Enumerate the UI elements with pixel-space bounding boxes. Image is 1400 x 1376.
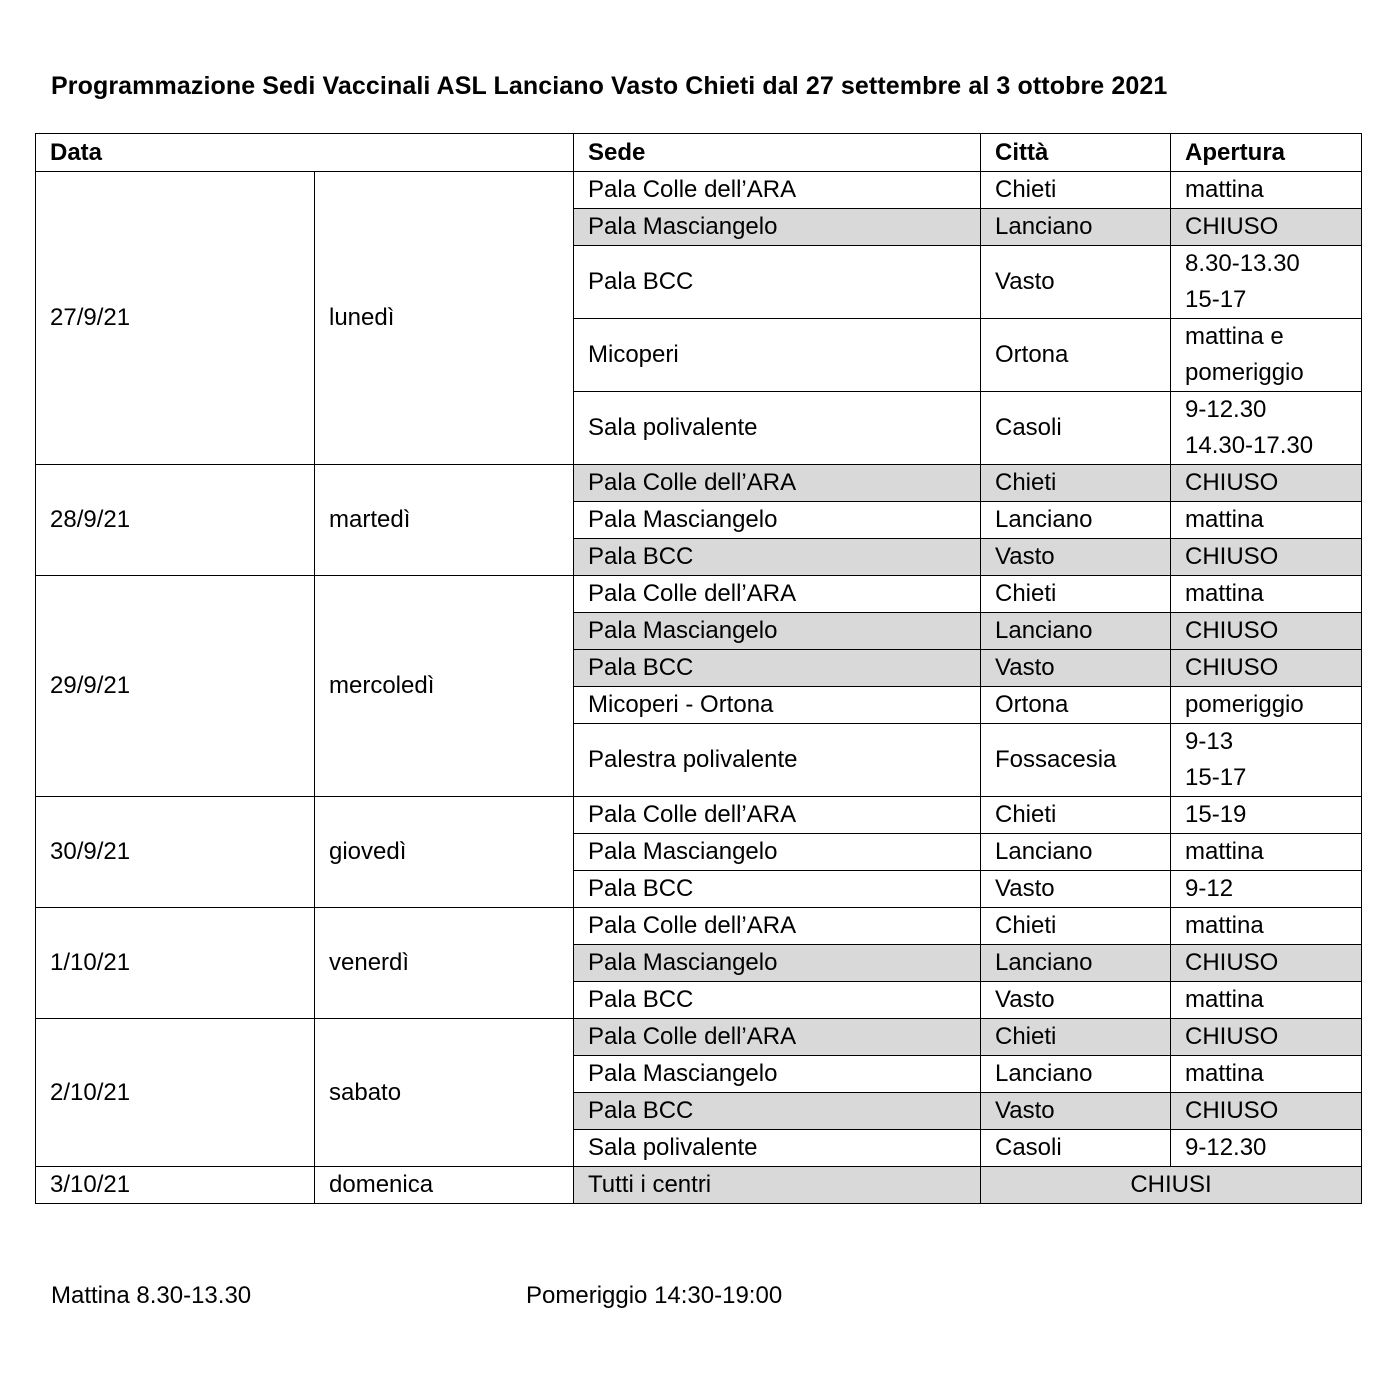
table-row (36, 908, 1362, 945)
citta-cell: Lanciano (981, 613, 1171, 650)
header-row (36, 134, 1362, 172)
apertura-line: CHIUSO (1185, 654, 1279, 681)
table-row (36, 1019, 1362, 1056)
citta-cell: Vasto (981, 246, 1171, 319)
citta-cell: Lanciano (981, 209, 1171, 246)
sede-cell: Tutti i centri (574, 1167, 981, 1204)
apertura-line: CHIUSO (1185, 469, 1279, 496)
apertura-cell (1171, 687, 1362, 724)
citta-cell: Casoli (981, 392, 1171, 465)
sede-cell: Pala BCC (574, 246, 981, 319)
header-sede: Sede (574, 134, 981, 172)
apertura-cell (1171, 724, 1362, 797)
apertura-line: CHIUSO (1185, 213, 1279, 240)
apertura-line: CHIUSO (1185, 1023, 1279, 1050)
apertura-cell (1171, 319, 1362, 392)
citta-cell: Casoli (981, 1130, 1171, 1167)
sede-cell: Palestra polivalente (574, 724, 981, 797)
citta-cell: Chieti (981, 1019, 1171, 1056)
apertura-cell (1171, 945, 1362, 982)
apertura-cell (1171, 172, 1362, 209)
date-cell: 28/9/21 (36, 465, 315, 576)
citta-cell: Lanciano (981, 1056, 1171, 1093)
sede-cell: Pala BCC (574, 1093, 981, 1130)
citta-cell: Chieti (981, 576, 1171, 613)
sede-cell: Pala Colle dell’ARA (574, 908, 981, 945)
apertura-cell (1171, 539, 1362, 576)
apertura-line: mattina (1185, 176, 1264, 203)
weekday-cell: sabato (315, 1019, 574, 1167)
sede-cell: Sala polivalente (574, 392, 981, 465)
apertura-line: mattina (1185, 986, 1264, 1013)
apertura-cell (1171, 908, 1362, 945)
weekday-cell: venerdì (315, 908, 574, 1019)
header-data: Data (36, 134, 574, 172)
citta-cell: Lanciano (981, 502, 1171, 539)
apertura-cell (1171, 465, 1362, 502)
header-citta: Città (981, 134, 1171, 172)
date-cell: 27/9/21 (36, 172, 315, 465)
sede-cell: Pala Masciangelo (574, 209, 981, 246)
citta-cell: Vasto (981, 539, 1171, 576)
sede-cell: Pala Masciangelo (574, 613, 981, 650)
citta-cell: Vasto (981, 650, 1171, 687)
citta-cell: Chieti (981, 797, 1171, 834)
apertura-line: mattina e (1185, 323, 1284, 350)
sede-cell: Pala Colle dell’ARA (574, 1019, 981, 1056)
sede-cell: Pala Colle dell’ARA (574, 465, 981, 502)
citta-cell: Fossacesia (981, 724, 1171, 797)
apertura-line: mattina (1185, 580, 1264, 607)
apertura-line: CHIUSO (1185, 949, 1279, 976)
sede-cell: Pala Colle dell’ARA (574, 797, 981, 834)
apertura-cell (1171, 650, 1362, 687)
apertura-line: 15-17 (1185, 764, 1247, 791)
apertura-cell (1171, 502, 1362, 539)
citta-cell: Lanciano (981, 834, 1171, 871)
apertura-cell (1171, 392, 1362, 465)
citta-cell: Chieti (981, 172, 1171, 209)
sunday-status-cell: CHIUSI (981, 1167, 1362, 1204)
citta-cell: Chieti (981, 908, 1171, 945)
apertura-cell (1171, 1093, 1362, 1130)
schedule-body (36, 172, 1362, 1204)
apertura-line: 14.30-17.30 (1185, 432, 1314, 459)
apertura-line: 15-17 (1185, 286, 1247, 313)
date-cell: 29/9/21 (36, 576, 315, 797)
apertura-cell (1171, 209, 1362, 246)
citta-cell: Vasto (981, 982, 1171, 1019)
weekday-cell: mercoledì (315, 576, 574, 797)
apertura-cell (1171, 576, 1362, 613)
apertura-cell (1171, 834, 1362, 871)
apertura-line: CHIUSO (1185, 543, 1279, 570)
sede-cell: Micoperi - Ortona (574, 687, 981, 724)
weekday-cell: domenica (315, 1167, 574, 1204)
sede-cell: Pala Masciangelo (574, 945, 981, 982)
apertura-line: 9-12.30 (1185, 1134, 1267, 1161)
sede-cell: Pala BCC (574, 871, 981, 908)
sede-cell: Pala BCC (574, 982, 981, 1019)
apertura-line: 9-12.30 (1185, 396, 1267, 423)
apertura-cell (1171, 982, 1362, 1019)
citta-cell: Ortona (981, 319, 1171, 392)
sede-cell: Micoperi (574, 319, 981, 392)
sede-cell: Pala Colle dell’ARA (574, 172, 981, 209)
date-cell: 1/10/21 (36, 908, 315, 1019)
date-cell: 2/10/21 (36, 1019, 315, 1167)
sunday-row (36, 1167, 1362, 1204)
date-cell: 3/10/21 (36, 1167, 315, 1204)
apertura-cell (1171, 797, 1362, 834)
apertura-line: CHIUSO (1185, 1097, 1279, 1124)
apertura-line: CHIUSO (1185, 617, 1279, 644)
apertura-cell (1171, 246, 1362, 319)
table-row (36, 797, 1362, 834)
footer-pomeriggio: Pomeriggio 14:30-19:00 (526, 1282, 783, 1309)
sede-cell: Pala Masciangelo (574, 1056, 981, 1093)
apertura-line: mattina (1185, 838, 1264, 865)
apertura-cell (1171, 871, 1362, 908)
apertura-line: mattina (1185, 1060, 1264, 1087)
apertura-line: 15-19 (1185, 801, 1247, 828)
document-title: Programmazione Sedi Vaccinali ASL Lanciano Vasto Chieti dal 27 settembre al 3 ottobre 2021 (51, 72, 1168, 100)
apertura-cell (1171, 1056, 1362, 1093)
apertura-line: mattina (1185, 912, 1264, 939)
apertura-line: mattina (1185, 506, 1264, 533)
sede-cell: Sala polivalente (574, 1130, 981, 1167)
weekday-cell: martedì (315, 465, 574, 576)
citta-cell: Lanciano (981, 945, 1171, 982)
apertura-line: pomeriggio (1185, 359, 1304, 386)
table-row (36, 576, 1362, 613)
sede-cell: Pala Colle dell’ARA (574, 576, 981, 613)
weekday-cell: lunedì (315, 172, 574, 465)
footer-mattina: Mattina 8.30-13.30 (51, 1282, 252, 1309)
header-apertura: Apertura (1171, 134, 1362, 172)
sede-cell: Pala BCC (574, 650, 981, 687)
sede-cell: Pala Masciangelo (574, 502, 981, 539)
citta-cell: Vasto (981, 871, 1171, 908)
citta-cell: Ortona (981, 687, 1171, 724)
apertura-line: 8.30-13.30 (1185, 250, 1300, 277)
sede-cell: Pala BCC (574, 539, 981, 576)
weekday-cell: giovedì (315, 797, 574, 908)
table-row (36, 465, 1362, 502)
apertura-line: 9-13 (1185, 728, 1234, 755)
apertura-cell (1171, 1130, 1362, 1167)
sede-cell: Pala Masciangelo (574, 834, 981, 871)
table-row (36, 172, 1362, 209)
date-cell: 30/9/21 (36, 797, 315, 908)
citta-cell: Vasto (981, 1093, 1171, 1130)
apertura-cell (1171, 613, 1362, 650)
citta-cell: Chieti (981, 465, 1171, 502)
apertura-line: pomeriggio (1185, 691, 1304, 718)
apertura-cell (1171, 1019, 1362, 1056)
apertura-line: 9-12 (1185, 875, 1234, 902)
schedule-table (35, 133, 1362, 1204)
